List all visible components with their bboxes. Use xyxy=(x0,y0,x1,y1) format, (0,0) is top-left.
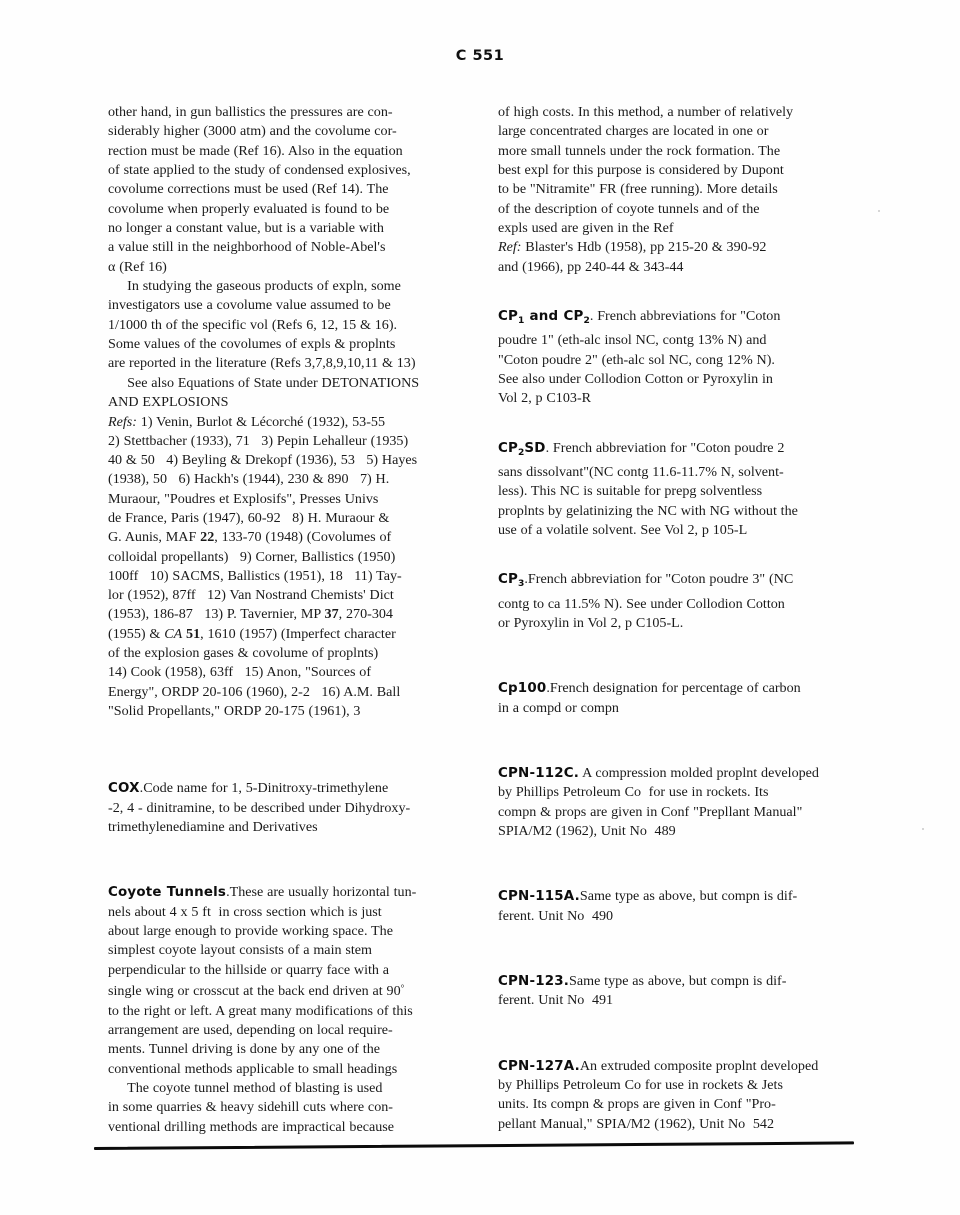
paragraph-coyote-tunnels-continued: of high costs. In this method, a number of relatively large concentrated charges are located in one or more small tunnels under the rock formation. The best expl for this purpose is considered by Dupont to be "Nitramite" FR (free running). More details of the description of coyote tunnels and of the expls used are given in the Ref xyxy=(498,104,794,237)
entry-cp1-subscript: 1 xyxy=(518,316,525,326)
entry-coyote-tunnels-definition: .These are usually horizontal tun- nels about 4 x 5 ft in cross section which is just about large enough to provide working space. The simplest coyote layout consists of a main stem perpendicular to the hillside or quarry face with a single wing or crosscut at the back end driven at 90 xyxy=(108,884,417,1000)
entry-cp2sd-headword xyxy=(498,441,546,456)
entry-cpn-123-headword: CPN-123. xyxy=(498,974,570,990)
entry-cp2sd-subscript: 2 xyxy=(518,447,525,458)
refs-ca-volume: 51 xyxy=(186,625,201,642)
entry-cp2sd-head-text: CP xyxy=(498,440,519,456)
entry-spacer xyxy=(108,721,462,779)
entry-coyote-tunnels-paragraph-2: The coyote tunnel method of blasting is used in some quarries & heavy sidehill cuts where con- ventional drilling methods are impractical because xyxy=(108,1079,395,1135)
two-column-body xyxy=(108,103,852,1137)
entry-cpn-127a-headword: CPN-127A. xyxy=(498,1058,580,1074)
paragraph-covolume-gun-ballistics xyxy=(108,103,462,277)
refs-maf-volume: 22 xyxy=(200,529,215,546)
scan-speckle xyxy=(878,210,880,212)
entry-cp3-subscript: 3 xyxy=(518,579,525,590)
entry-cox-headword: COX xyxy=(108,781,140,797)
ref-text: Blaster's Hdb (1958), pp 215-20 & 390-92 and (1966), pp 240-44 & 343-44 xyxy=(498,239,767,275)
entry-cp100-headword: Cp100 xyxy=(498,681,547,697)
entry-cp3-definition: .French abbreviation for "Coton poudre 3" (NC contg to ca 11.5% N). See under Collodion Cotton or Pyroxylin in Vol 2, p C105-L. xyxy=(498,571,794,631)
alpha-ref-text: (Ref 16) xyxy=(115,258,167,275)
entry-cp2-subscript: 2 xyxy=(583,316,590,326)
refs-label: Refs: xyxy=(108,413,137,430)
entry-cpn-123 xyxy=(498,972,852,1011)
entry-coyote-tunnels-definition-cont: to the right or left. A great many modifications of this arrangement are used, depending on local require- ments. Tunnel driving is done by any one of the conventional methods applicable to small headings xyxy=(108,1002,413,1077)
refs-part-3: , 270-304 (1955) & xyxy=(108,606,393,642)
paragraph-see-also-equations-of-state: See also Equations of State under DETONATIONS AND EXPLOSIONS xyxy=(108,374,420,411)
ref-label: Ref: xyxy=(498,239,522,256)
entry-cp3-headword xyxy=(498,572,525,590)
entry-cpn-115a-definition: Same type as above, but compn is dif- ferent. Unit No 490 xyxy=(498,888,798,924)
entry-cp3 xyxy=(498,570,852,633)
entry-cp2sd xyxy=(498,439,852,541)
entry-cpn-112c xyxy=(498,764,852,841)
entry-cp1-head-text: CP xyxy=(498,309,519,325)
right-column xyxy=(498,103,852,1134)
entry-cp100 xyxy=(498,679,852,718)
degree-symbol: ° xyxy=(400,984,405,994)
entry-cpn-127a-definition: An extruded composite proplnt developed by Phillips Petroleum Co for use in rockets & Jets units. Its compn & props are given in Conf "Pro- pellant Manual," SPIA/M2 (1962), Unit No 542 xyxy=(498,1057,819,1132)
entry-coyote-tunnels xyxy=(108,883,462,1079)
paragraph-covolume-gaseous-products: In studying the gaseous products of expln, some investigators use a covolume value assumed to be 1/1000 th of the specific vol (Refs 6, 12, 15 & 16). Some values of the covolumes of expls & proplnts are reported in the literature (Refs 3,7,8,9,10,11 & 13) xyxy=(108,278,416,372)
entry-spacer xyxy=(498,841,852,887)
entry-cpn-115a xyxy=(498,887,852,926)
references-list xyxy=(108,413,462,722)
entry-cpn-112c-headword: CPN-112C. xyxy=(498,765,580,781)
refs-part-1: 1) Venin, Burlot & Lécorché (1932), 53-55 2) Stettbacher (1933), 71 3) Pepin Lehalleur (1935) 40 & 50 4) Beyling & Drekopf (1936), 53 5) Hayes (1938), 50 6) Hackh's (1944), 230 & 890 7) H. Muraour, "Poudres et Explosifs", Presses Univs de France, Paris (1947), 60-92 8) H. Muraour & G. Aunis, MAF xyxy=(108,413,418,546)
paragraph-covolume-gun-ballistics-text: other hand, in gun ballistics the pressures are con- siderably higher (3000 atm) and the covolume cor- rection must be made (Ref 16). Also in the equation of state applied to the study of condensed explosives, covolume corrections must be used (Ref 14). The covolume when properly evaluated is found to be no longer a constant value, but is a variable with a value still in the neighborhood of Noble-Abel's xyxy=(108,104,411,256)
alpha-symbol: α xyxy=(108,258,116,275)
refs-mp-volume: 37 xyxy=(324,606,339,623)
entry-spacer xyxy=(108,837,462,883)
refs-part-4: , 1610 (1957) (Imperfect character of the explosion gases & covolume of proplnts) 14) Cook (1958), 63ff 15) Anon, "Sources of Energy", ORDP 20-106 (1960), 2-2 16) A.M. Ball "Solid Propellants," ORDP 20-175 (1961), 3 xyxy=(108,625,401,719)
entry-cp1-and-cp2-headword xyxy=(498,309,590,324)
entry-spacer xyxy=(498,409,852,439)
footer-rule-container xyxy=(0,1135,960,1165)
entry-cp1-and-cp2-definition: . French abbreviations for "Coton poudre 1" (eth-alc insol NC, contg 13% N) and "Coton poudre 2" (eth-alc sol NC, cong 12% N). See also under Collodion Cotton or Pyroxylin in Vol 2, p C103-R xyxy=(498,308,781,407)
footer-horizontal-rule xyxy=(94,1141,854,1150)
entry-coyote-tunnels-headword: Coyote Tunnels xyxy=(108,885,227,901)
entry-cpn-127a xyxy=(498,1057,852,1134)
entry-cpn-112c-definition: A compression molded proplnt developed by Phillips Petroleum Co for use in rockets. Its compn & props are given in Conf "Prepllant Manual" SPIA/M2 (1962), Unit No 489 xyxy=(498,764,819,839)
entry-cpn-123-definition: Same type as above, but compn is dif- ferent. Unit No 491 xyxy=(498,973,787,1009)
scan-speckle xyxy=(922,828,924,830)
entry-cp100-definition: .French designation for percentage of carbon in a compd or compn xyxy=(498,680,801,716)
entry-cox-definition: .Code name for 1, 5-Dinitroxy-trimethylene -2, 4 - dinitramine, to be described under Dihydroxy- trimethylenediamine and Derivatives xyxy=(108,780,411,835)
entry-spacer xyxy=(498,718,852,764)
entry-spacer xyxy=(498,277,852,307)
entry-cp1-and-cp2 xyxy=(498,307,852,409)
entry-cp-conjunction: and CP xyxy=(524,309,584,325)
entry-cp2sd-head-suffix: SD xyxy=(524,440,546,456)
entry-cp2sd-definition: . French abbreviation for "Coton poudre 2 sans dissolvant"(NC contg 11.6-11.7% N, solvent- less). This NC is suitable for prepg solventless proplnts by gelatinizing the NC with NG without the use of a volatile solvent. See Vol 2, p 105-L xyxy=(498,439,798,538)
entry-spacer xyxy=(498,540,852,570)
left-column xyxy=(108,103,462,1137)
entry-spacer xyxy=(498,1011,852,1057)
entry-cpn-115a-headword: CPN-115A. xyxy=(498,889,580,905)
running-head-page-number: C 551 xyxy=(455,48,505,64)
entry-spacer xyxy=(498,926,852,972)
entry-cox xyxy=(108,779,462,837)
entry-cp3-head-text: CP xyxy=(498,572,519,588)
refs-ca-label: CA xyxy=(164,625,183,642)
refs-part-2: , 133-70 (1948) (Covolumes of colloidal propellants) 9) Corner, Ballistics (1950) 100ff 10) SACMS, Ballistics (1951), 18 11) Tay- lor (1952), 87ff 12) Van Nostrand Chemists' Dict (1953), 186-87 13) P. Tavernier, MP xyxy=(108,529,402,623)
reference-blasters-hdb xyxy=(498,238,852,277)
entry-spacer xyxy=(498,633,852,679)
